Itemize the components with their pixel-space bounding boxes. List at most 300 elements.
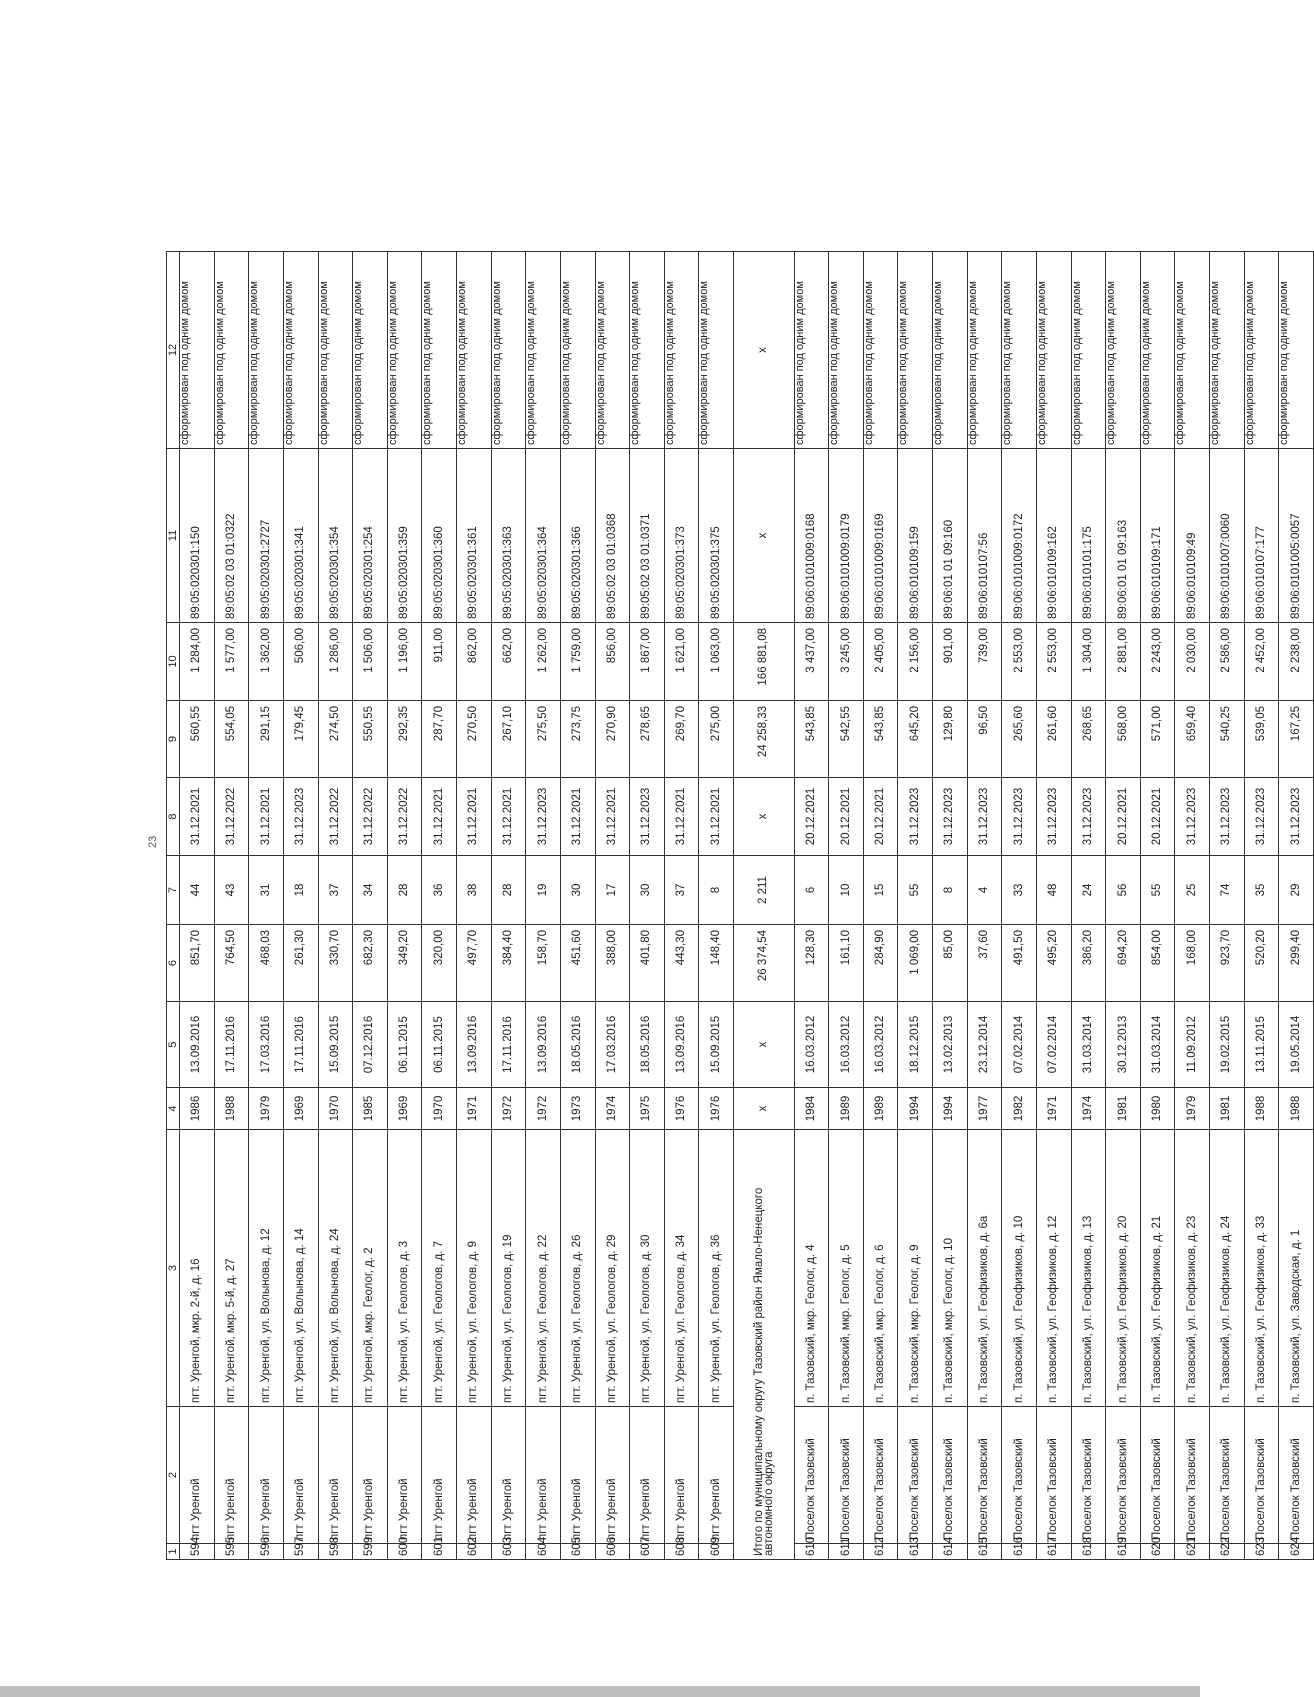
cell-date: 13.09.2016 — [457, 1002, 492, 1088]
cell-residents: 33 — [1002, 856, 1037, 925]
cell-address: пгт. Уренгой, ул. Волынова, д. 12 — [249, 1130, 284, 1407]
cell-status: сформирован под одним домом — [1036, 252, 1071, 449]
cell-address: пгт. Уренгой, ул. Геологов, д. 30 — [630, 1130, 665, 1407]
cell-n: 607 — [630, 1544, 665, 1560]
cell-year: 1994 — [933, 1088, 968, 1130]
cell-date: 07.02.2014 — [1036, 1002, 1071, 1088]
cell-n: 608 — [664, 1544, 699, 1560]
cell-area: 468,03 — [249, 925, 284, 1002]
total-residents: 2 211 — [734, 856, 795, 925]
cell-land-area: 540,25 — [1210, 701, 1245, 778]
table-row — [491, 252, 526, 1560]
cell-settlement: Поселок Тазовский — [933, 1407, 968, 1544]
cell-settlement: пгт Уренгой — [595, 1407, 630, 1544]
cell-deadline: 31.12.2022 — [387, 778, 422, 856]
cell-deadline: 31.12.2021 — [595, 778, 630, 856]
cell-date: 06.11.2015 — [387, 1002, 422, 1088]
cell-land-area: 542,55 — [829, 701, 864, 778]
cell-deadline: 31.12.2021 — [491, 778, 526, 856]
table-row — [595, 252, 630, 1560]
column-header: 12 — [167, 252, 180, 449]
cell-land-area: 291,15 — [249, 701, 284, 778]
cell-deadline: 31.12.2023 — [1071, 778, 1106, 856]
cell-area: 451,60 — [560, 925, 595, 1002]
column-header: 11 — [167, 449, 180, 623]
cell-area: 349,20 — [387, 925, 422, 1002]
cell-n: 601 — [422, 1544, 457, 1560]
cell-land-area: 261,60 — [1036, 701, 1071, 778]
cell-cost: 662,00 — [491, 623, 526, 701]
cell-area: 320,00 — [422, 925, 457, 1002]
cell-land-area: 275,50 — [526, 701, 561, 778]
table-row — [898, 252, 933, 1560]
cell-date: 16.03.2012 — [863, 1002, 898, 1088]
cell-land-area: 543,85 — [863, 701, 898, 778]
cell-cadastral: 89:06:01 01 09:160 — [933, 449, 968, 623]
cell-area: 851,70 — [180, 925, 215, 1002]
cell-year: 1985 — [353, 1088, 388, 1130]
cell-area: 491,50 — [1002, 925, 1037, 1002]
cell-area: 764,50 — [214, 925, 249, 1002]
column-header: 6 — [167, 925, 180, 1002]
cell-cost: 1 621,00 — [664, 623, 699, 701]
cell-year: 1970 — [422, 1088, 457, 1130]
cell-address: пгт. Уренгой, ул. Волынова, д. 14 — [283, 1130, 318, 1407]
cell-area: 384,40 — [491, 925, 526, 1002]
cell-year: 1971 — [457, 1088, 492, 1130]
cell-cadastral: 89:06:0101009:0169 — [863, 449, 898, 623]
column-header: 5 — [167, 1002, 180, 1088]
cell-settlement: пгт Уренгой — [422, 1407, 457, 1544]
cell-n: 618 — [1071, 1544, 1106, 1560]
cell-cadastral: 89:05:020301:361 — [457, 449, 492, 623]
table-row — [1140, 252, 1175, 1560]
cell-area: 330,70 — [318, 925, 353, 1002]
cell-area: 299,40 — [1279, 925, 1314, 1002]
cell-cost: 2 030,00 — [1175, 623, 1210, 701]
cell-n: 594 — [180, 1544, 215, 1560]
cell-address: п. Тазовский, ул. Геофизиков, д. 21 — [1140, 1130, 1175, 1407]
cell-cost: 1 284,00 — [180, 623, 215, 701]
cell-year: 1974 — [1071, 1088, 1106, 1130]
cell-area: 497,70 — [457, 925, 492, 1002]
cell-residents: 48 — [1036, 856, 1071, 925]
cell-residents: 8 — [933, 856, 968, 925]
cell-area: 520,20 — [1244, 925, 1279, 1002]
cell-deadline: 20.12.2021 — [829, 778, 864, 856]
cell-land-area: 179,45 — [283, 701, 318, 778]
cell-cost: 1 759,00 — [560, 623, 595, 701]
cell-land-area: 96,50 — [967, 701, 1002, 778]
cell-n: 603 — [491, 1544, 526, 1560]
cell-address: п. Тазовский, ул. Геофизиков, д. 13 — [1071, 1130, 1106, 1407]
cell-status: сформирован под одним домом — [387, 252, 422, 449]
cell-settlement: Поселок Тазовский — [1244, 1407, 1279, 1544]
cell-date: 31.03.2014 — [1071, 1002, 1106, 1088]
cell-settlement: Поселок Тазовский — [967, 1407, 1002, 1544]
cell-address: пгт. Уренгой, ул. Волынова, д. 24 — [318, 1130, 353, 1407]
cell-settlement: пгт Уренгой — [664, 1407, 699, 1544]
table-row — [318, 252, 353, 1560]
table-row — [699, 252, 734, 1560]
cell-address: п. Тазовский, мкр. Геолог, д. 9 — [898, 1130, 933, 1407]
cell-land-area: 550,55 — [353, 701, 388, 778]
cell-status: сформирован под одним домом — [933, 252, 968, 449]
cell-land-area: 292,35 — [387, 701, 422, 778]
total-area: 26 374,54 — [734, 925, 795, 1002]
cell-cadastral: 89:05:020301:366 — [560, 449, 595, 623]
cell-deadline: 31.12.2023 — [1036, 778, 1071, 856]
cell-area: 401,80 — [630, 925, 665, 1002]
cell-year: 1979 — [1175, 1088, 1210, 1130]
cell-status: сформирован под одним домом — [353, 252, 388, 449]
cell-residents: 29 — [1279, 856, 1314, 925]
cell-deadline: 31.12.2023 — [1175, 778, 1210, 856]
cell-deadline: 31.12.2023 — [898, 778, 933, 856]
cell-n: 614 — [933, 1544, 968, 1560]
cell-n: 609 — [699, 1544, 734, 1560]
cell-residents: 10 — [829, 856, 864, 925]
cell-land-area: 659,40 — [1175, 701, 1210, 778]
cell-date: 17.11.2016 — [214, 1002, 249, 1088]
cell-status: сформирован под одним домом — [491, 252, 526, 449]
cell-year: 1984 — [794, 1088, 829, 1130]
cell-deadline: 31.12.2021 — [422, 778, 457, 856]
cell-residents: 6 — [794, 856, 829, 925]
cell-address: пгт. Уренгой, ул. Геологов, д. 19 — [491, 1130, 526, 1407]
cell-settlement: Поселок Тазовский — [1175, 1407, 1210, 1544]
cell-cost: 2 238,00 — [1279, 623, 1314, 701]
cell-address: пгт. Уренгой, ул. Геологов, д. 26 — [560, 1130, 595, 1407]
total-year: x — [734, 1088, 795, 1130]
cell-residents: 17 — [595, 856, 630, 925]
cell-year: 1970 — [318, 1088, 353, 1130]
cell-status: сформирован под одним домом — [457, 252, 492, 449]
table-row — [560, 252, 595, 1560]
cell-land-area: 268,65 — [1071, 701, 1106, 778]
cell-date: 17.11.2016 — [283, 1002, 318, 1088]
cell-address: пгт. Уренгой, ул. Геологов, д. 7 — [422, 1130, 457, 1407]
cell-n: 605 — [560, 1544, 595, 1560]
cell-cadastral: 89:06:010109:171 — [1140, 449, 1175, 623]
cell-deadline: 31.12.2021 — [457, 778, 492, 856]
cell-area: 388,00 — [595, 925, 630, 1002]
cell-date: 15.09.2015 — [699, 1002, 734, 1088]
cell-settlement: пгт Уренгой — [699, 1407, 734, 1544]
cell-cadastral: 89:05:020301:150 — [180, 449, 215, 623]
cell-area: 694,20 — [1106, 925, 1141, 1002]
cell-deadline: 31.12.2023 — [283, 778, 318, 856]
cell-cost: 856,00 — [595, 623, 630, 701]
cell-cost: 1 867,00 — [630, 623, 665, 701]
cell-n: 617 — [1036, 1544, 1071, 1560]
cell-cost: 2 156,00 — [898, 623, 933, 701]
table-row — [1002, 252, 1037, 1560]
cell-status: сформирован под одним домом — [180, 252, 215, 449]
cell-year: 1980 — [1140, 1088, 1175, 1130]
table-body — [180, 252, 1314, 1560]
cell-settlement: пгт Уренгой — [353, 1407, 388, 1544]
table-row — [863, 252, 898, 1560]
cell-land-area: 539,05 — [1244, 701, 1279, 778]
total-status: x — [734, 252, 795, 449]
cell-n: 595 — [214, 1544, 249, 1560]
cell-cost: 2 452,00 — [1244, 623, 1279, 701]
cell-date: 13.09.2016 — [664, 1002, 699, 1088]
cell-settlement: Поселок Тазовский — [1210, 1407, 1245, 1544]
table-row — [526, 252, 561, 1560]
cell-settlement: Поселок Тазовский — [829, 1407, 864, 1544]
total-deadline: x — [734, 778, 795, 856]
cell-settlement: пгт Уренгой — [214, 1407, 249, 1544]
table-row — [1071, 252, 1106, 1560]
cell-area: 158,70 — [526, 925, 561, 1002]
cell-address: пгт. Уренгой, ул. Геологов, д. 36 — [699, 1130, 734, 1407]
cell-deadline: 31.12.2022 — [353, 778, 388, 856]
cell-n: 604 — [526, 1544, 561, 1560]
cell-deadline: 31.12.2023 — [933, 778, 968, 856]
cell-land-area: 265,60 — [1002, 701, 1037, 778]
column-header: 1 — [167, 1544, 180, 1560]
cell-cadastral: 89:06:0101009:0179 — [829, 449, 864, 623]
cell-address: пгт. Уренгой, ул. Геологов, д. 34 — [664, 1130, 699, 1407]
cell-residents: 19 — [526, 856, 561, 925]
cell-date: 23.12.2014 — [967, 1002, 1002, 1088]
cell-n: 600 — [387, 1544, 422, 1560]
cell-land-area: 560,55 — [180, 701, 215, 778]
cell-cost: 1 286,00 — [318, 623, 353, 701]
cell-area: 284,90 — [863, 925, 898, 1002]
cell-residents: 55 — [898, 856, 933, 925]
cell-residents: 35 — [1244, 856, 1279, 925]
cell-status: сформирован под одним домом — [595, 252, 630, 449]
cell-status: сформирован под одним домом — [794, 252, 829, 449]
cell-status: сформирован под одним домом — [630, 252, 665, 449]
cell-cost: 2 881,00 — [1106, 623, 1141, 701]
cell-n: 613 — [898, 1544, 933, 1560]
cell-settlement: пгт Уренгой — [457, 1407, 492, 1544]
column-header: 10 — [167, 623, 180, 701]
cell-date: 17.03.2016 — [595, 1002, 630, 1088]
cell-area: 261,30 — [283, 925, 318, 1002]
cell-land-area: 167,25 — [1279, 701, 1314, 778]
cell-address: пгт. Уренгой, мкр. 5-й, д. 27 — [214, 1130, 249, 1407]
table-row — [664, 252, 699, 1560]
cell-land-area: 278,65 — [630, 701, 665, 778]
cell-year: 1989 — [829, 1088, 864, 1130]
table-row — [353, 252, 388, 1560]
cell-year: 1988 — [1279, 1088, 1314, 1130]
cell-cost: 1 506,00 — [353, 623, 388, 701]
cell-date: 16.03.2012 — [794, 1002, 829, 1088]
cell-cadastral: 89:05:020301:254 — [353, 449, 388, 623]
cell-cadastral: 89:05:02 03 01:0371 — [630, 449, 665, 623]
cell-year: 1976 — [664, 1088, 699, 1130]
cell-cadastral: 89:06:010107:56 — [967, 449, 1002, 623]
table-row — [214, 252, 249, 1560]
cell-date: 13.09.2016 — [526, 1002, 561, 1088]
cell-deadline: 31.12.2021 — [180, 778, 215, 856]
cell-deadline: 31.12.2021 — [699, 778, 734, 856]
cell-status: сформирован под одним домом — [422, 252, 457, 449]
cell-status: сформирован под одним домом — [526, 252, 561, 449]
cell-cost: 1 304,00 — [1071, 623, 1106, 701]
cell-address: п. Тазовский, ул. Геофизиков, д. 33 — [1244, 1130, 1279, 1407]
cell-deadline: 31.12.2023 — [1002, 778, 1037, 856]
cell-date: 30.12.2013 — [1106, 1002, 1141, 1088]
cell-year: 1971 — [1036, 1088, 1071, 1130]
cell-date: 07.12.2016 — [353, 1002, 388, 1088]
table-row — [1279, 252, 1314, 1560]
total-land-area: 24 258,33 — [734, 701, 795, 778]
cell-residents: 36 — [422, 856, 457, 925]
cell-residents: 28 — [387, 856, 422, 925]
cell-cadastral: 89:06:010109:162 — [1036, 449, 1071, 623]
cell-cost: 2 553,00 — [1002, 623, 1037, 701]
cell-status: сформирован под одним домом — [829, 252, 864, 449]
cell-cost: 1 262,00 — [526, 623, 561, 701]
cell-date: 13.11.2015 — [1244, 1002, 1279, 1088]
cell-status: сформирован под одним домом — [1175, 252, 1210, 449]
cell-address: пгт. Уренгой, ул. Геологов, д. 3 — [387, 1130, 422, 1407]
cell-year: 1969 — [387, 1088, 422, 1130]
cell-land-area: 568,00 — [1106, 701, 1141, 778]
cell-residents: 15 — [863, 856, 898, 925]
cell-address: пгт. Уренгой, ул. Геологов, д. 22 — [526, 1130, 561, 1407]
cell-residents: 74 — [1210, 856, 1245, 925]
cell-n: 621 — [1175, 1544, 1210, 1560]
cell-residents: 37 — [318, 856, 353, 925]
cell-address: п. Тазовский, мкр. Геолог, д. 10 — [933, 1130, 968, 1407]
cell-date: 11.09.2012 — [1175, 1002, 1210, 1088]
cell-deadline: 31.12.2023 — [526, 778, 561, 856]
cell-area: 1 069,00 — [898, 925, 933, 1002]
cell-status: сформирован под одним домом — [249, 252, 284, 449]
table-row — [180, 252, 215, 1560]
cell-date: 18.05.2016 — [630, 1002, 665, 1088]
cell-residents: 44 — [180, 856, 215, 925]
cell-cost: 1 063,00 — [699, 623, 734, 701]
cell-cadastral: 89:06:0101009:0172 — [1002, 449, 1037, 623]
cell-deadline: 31.12.2023 — [1279, 778, 1314, 856]
cell-cadastral: 89:05:020301:359 — [387, 449, 422, 623]
cell-area: 443,30 — [664, 925, 699, 1002]
cell-settlement: Поселок Тазовский — [1106, 1407, 1141, 1544]
cell-date: 13.09.2016 — [180, 1002, 215, 1088]
cell-settlement: пгт Уренгой — [387, 1407, 422, 1544]
cell-status: сформирован под одним домом — [560, 252, 595, 449]
cell-address: п. Тазовский, ул. Геофизиков, д. 24 — [1210, 1130, 1245, 1407]
cell-area: 682,30 — [353, 925, 388, 1002]
cell-date: 31.03.2014 — [1140, 1002, 1175, 1088]
cell-address: пгт. Уренгой, ул. Геологов, д. 9 — [457, 1130, 492, 1407]
cell-area: 161,10 — [829, 925, 864, 1002]
cell-status: сформирован под одним домом — [1279, 252, 1314, 449]
cell-cadastral: 89:06:0101007:0060 — [1210, 449, 1245, 623]
cell-area: 168,00 — [1175, 925, 1210, 1002]
cell-cadastral: 89:05:020301:354 — [318, 449, 353, 623]
cell-cost: 3 245,00 — [829, 623, 864, 701]
column-header: 3 — [167, 1130, 180, 1407]
cell-land-area: 267,10 — [491, 701, 526, 778]
cell-address: п. Тазовский, ул. Геофизиков, д. 20 — [1106, 1130, 1141, 1407]
cell-status: сформирован под одним домом — [1140, 252, 1175, 449]
cell-residents: 25 — [1175, 856, 1210, 925]
cell-land-area: 270,50 — [457, 701, 492, 778]
cell-date: 18.05.2016 — [560, 1002, 595, 1088]
cell-year: 1982 — [1002, 1088, 1037, 1130]
table-total-row — [734, 252, 795, 1560]
cell-cadastral: 89:06:010101:175 — [1071, 449, 1106, 623]
cell-address: пгт. Уренгой, мкр. 2-й, д. 16 — [180, 1130, 215, 1407]
cell-date: 18.12.2015 — [898, 1002, 933, 1088]
cell-settlement: Поселок Тазовский — [1036, 1407, 1071, 1544]
cell-address: п. Тазовский, мкр. Геолог, д. 6 — [863, 1130, 898, 1407]
cell-residents: 31 — [249, 856, 284, 925]
cell-settlement: пгт Уренгой — [318, 1407, 353, 1544]
cell-deadline: 31.12.2023 — [1244, 778, 1279, 856]
cell-land-area: 645,20 — [898, 701, 933, 778]
cell-residents: 8 — [699, 856, 734, 925]
cell-land-area: 273,75 — [560, 701, 595, 778]
cell-area: 85,00 — [933, 925, 968, 1002]
cell-date: 17.03.2016 — [249, 1002, 284, 1088]
cell-cost: 901,00 — [933, 623, 968, 701]
cell-settlement: пгт Уренгой — [630, 1407, 665, 1544]
cell-status: сформирован под одним домом — [699, 252, 734, 449]
cell-n: 623 — [1244, 1544, 1279, 1560]
cell-date: 06.11.2015 — [422, 1002, 457, 1088]
cell-cost: 739,00 — [967, 623, 1002, 701]
column-header: 9 — [167, 701, 180, 778]
housing-table — [166, 251, 1314, 1560]
cell-n: 620 — [1140, 1544, 1175, 1560]
cell-deadline: 20.12.2021 — [794, 778, 829, 856]
cell-date: 16.03.2012 — [829, 1002, 864, 1088]
cell-residents: 18 — [283, 856, 318, 925]
cell-year: 1974 — [595, 1088, 630, 1130]
cell-land-area: 269,70 — [664, 701, 699, 778]
cell-settlement: пгт Уренгой — [491, 1407, 526, 1544]
cell-deadline: 31.12.2021 — [560, 778, 595, 856]
cell-settlement: Поселок Тазовский — [1071, 1407, 1106, 1544]
table-row — [1244, 252, 1279, 1560]
cell-address: пгт. Уренгой, мкр. Геолог, д. 2 — [353, 1130, 388, 1407]
cell-cost: 1 577,00 — [214, 623, 249, 701]
column-header: 7 — [167, 856, 180, 925]
cell-deadline: 20.12.2021 — [1140, 778, 1175, 856]
cell-settlement: Поселок Тазовский — [898, 1407, 933, 1544]
cell-settlement: пгт Уренгой — [180, 1407, 215, 1544]
cell-area: 37,60 — [967, 925, 1002, 1002]
cell-cadastral: 89:05:020301:364 — [526, 449, 561, 623]
table-row — [422, 252, 457, 1560]
cell-address: п. Тазовский, мкр. Геолог, д. 5 — [829, 1130, 864, 1407]
cell-deadline: 31.12.2021 — [249, 778, 284, 856]
cell-residents: 37 — [664, 856, 699, 925]
cell-land-area: 129,80 — [933, 701, 968, 778]
column-header: 2 — [167, 1407, 180, 1544]
cell-deadline: 31.12.2022 — [214, 778, 249, 856]
cell-settlement: Поселок Тазовский — [863, 1407, 898, 1544]
cell-date: 19.02.2015 — [1210, 1002, 1245, 1088]
cell-cadastral: 89:05:020301:375 — [699, 449, 734, 623]
cell-settlement: пгт Уренгой — [249, 1407, 284, 1544]
cell-address: пгт. Уренгой, ул. Геологов, д. 29 — [595, 1130, 630, 1407]
cell-n: 596 — [249, 1544, 284, 1560]
cell-settlement: Поселок Тазовский — [794, 1407, 829, 1544]
column-header: 8 — [167, 778, 180, 856]
